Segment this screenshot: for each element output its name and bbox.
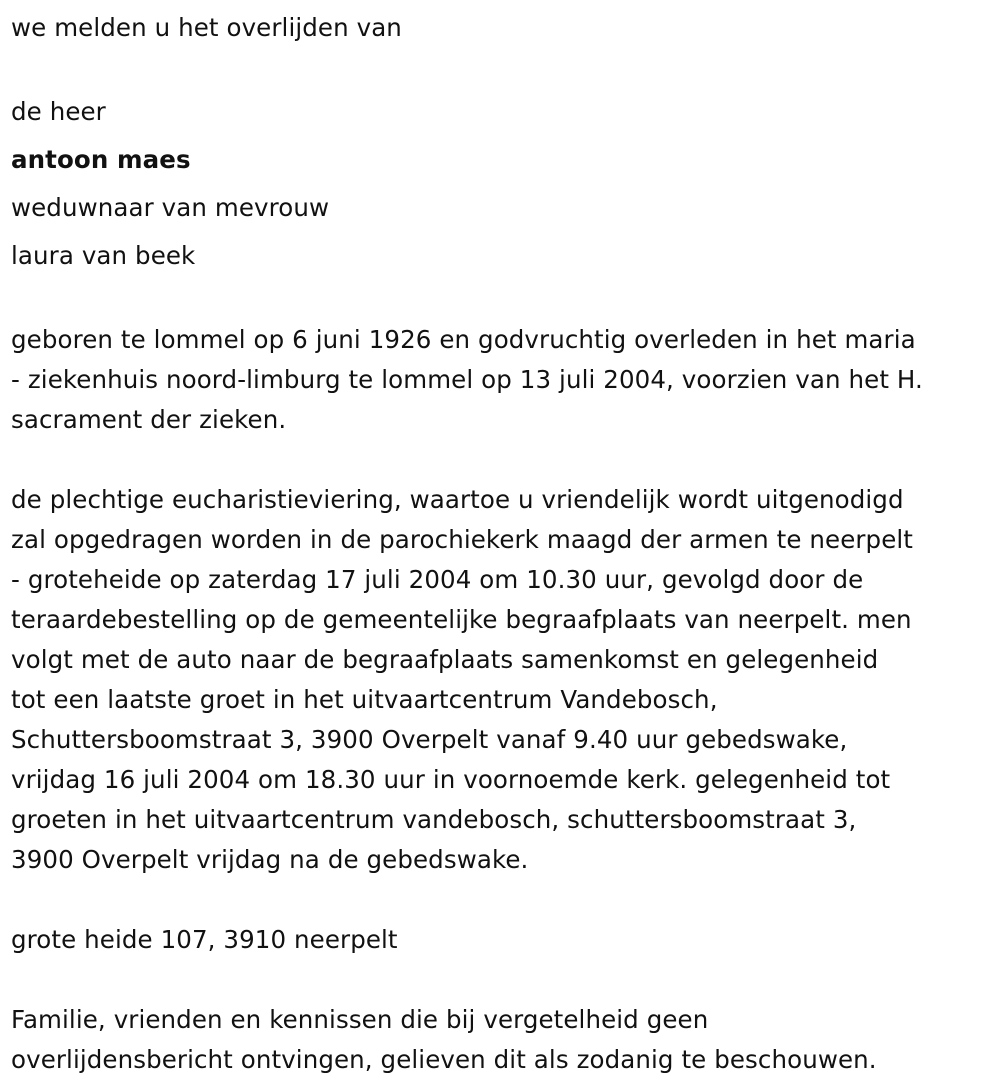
- home-address: grote heide 107, 3910 neerpelt: [11, 925, 398, 954]
- spacer: [11, 48, 993, 88]
- deceased-block: [11, 88, 993, 280]
- paragraph-line: groeten in het uitvaartcentrum vandebosch, schuttersboomstraat 3,: [11, 805, 857, 834]
- death-notice: [11, 8, 993, 1080]
- paragraph-line: Familie, vrienden en kennissen die bij vergetelheid geen: [11, 1005, 709, 1034]
- spacer: [11, 280, 993, 320]
- paragraph-line: - ziekenhuis noord-limburg te lommel op 13 juli 2004, voorzien van het H.: [11, 365, 923, 394]
- closing-paragraph: [11, 1000, 993, 1080]
- paragraph-line: tot een laatste groet in het uitvaartcentrum Vandebosch,: [11, 685, 718, 714]
- spacer: [11, 960, 993, 1000]
- paragraph-line: geboren te lommel op 6 juni 1926 en godvruchtig overleden in het maria: [11, 325, 916, 354]
- intro-text: we melden u het overlijden van: [11, 13, 402, 42]
- paragraph-line: Schuttersboomstraat 3, 3900 Overpelt vanaf 9.40 uur gebedswake,: [11, 725, 848, 754]
- spacer: [11, 880, 993, 920]
- spacer: [11, 440, 993, 480]
- paragraph-line: sacrament der zieken.: [11, 405, 287, 434]
- paragraph-line: zal opgedragen worden in de parochiekerk maagd der armen te neerpelt: [11, 525, 913, 554]
- paragraph-line: - groteheide op zaterdag 17 juli 2004 om 10.30 uur, gevolgd door de: [11, 565, 864, 594]
- deceased-title: de heer: [11, 97, 106, 126]
- paragraph-line: volgt met de auto naar de begraafplaats samenkomst en gelegenheid: [11, 645, 879, 674]
- paragraph-line: de plechtige eucharistieviering, waartoe u vriendelijk wordt uitgenodigd: [11, 485, 904, 514]
- paragraph-line: vrijdag 16 juli 2004 om 18.30 uur in voornoemde kerk. gelegenheid tot: [11, 765, 891, 794]
- paragraph-line: 3900 Overpelt vrijdag na de gebedswake.: [11, 845, 529, 874]
- relation-text: weduwnaar van mevrouw: [11, 193, 330, 222]
- deceased-name: antoon maes: [11, 145, 191, 174]
- spouse-name: laura van beek: [11, 241, 196, 270]
- paragraph-line: overlijdensbericht ontvingen, gelieven dit als zodanig te beschouwen.: [11, 1045, 877, 1074]
- birth-death-paragraph: [11, 320, 993, 440]
- ceremony-paragraph: [11, 480, 993, 880]
- paragraph-line: teraardebestelling op de gemeentelijke begraafplaats van neerpelt. men: [11, 605, 912, 634]
